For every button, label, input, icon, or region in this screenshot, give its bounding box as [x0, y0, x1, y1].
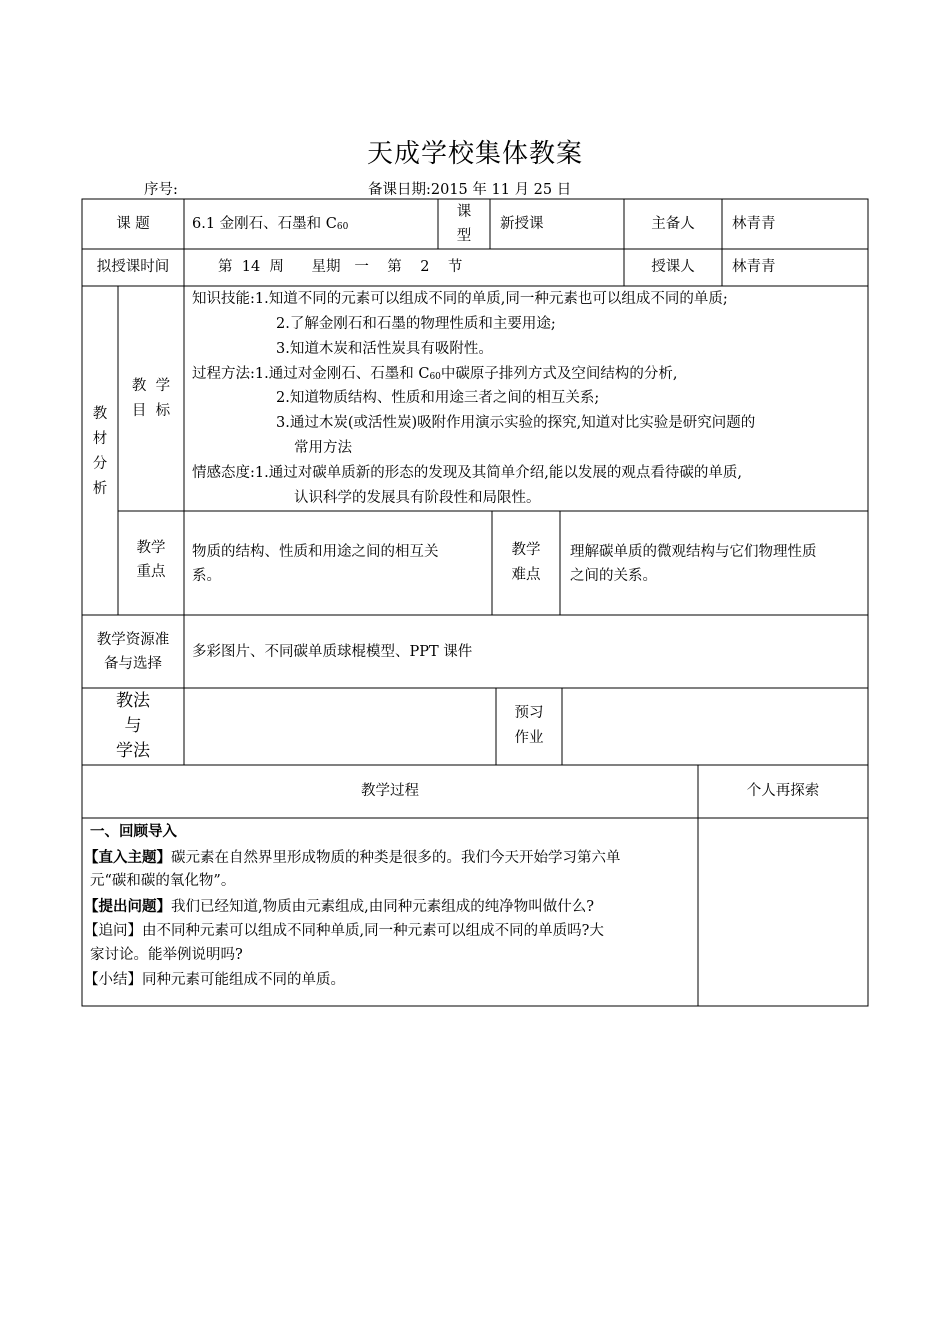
process-paragraph: 【追问】由不同种元素可以组成不同种单质,同一种元素可以组成不同的单质吗?大	[84, 923, 604, 939]
analysis-label-char: 析	[92, 481, 108, 497]
process-paragraph-cont: 元“碳和碳的氧化物”。	[90, 873, 236, 889]
goal-line: 情感态度:1.通过对碳单质新的形态的发现及其简单介绍,能以发展的观点看待碳的单质,	[192, 465, 742, 481]
resources-value: 多彩图片、不同碳单质球棍模型、PPT 课件	[192, 644, 473, 660]
difficulty-line: 之间的关系。	[570, 568, 657, 584]
goal-line: 2.了解金刚石和石墨的物理性质和主要用途;	[276, 316, 556, 332]
teacher-label: 授课人	[651, 259, 695, 275]
methods-label-3: 学法	[116, 741, 150, 761]
methods-label-1: 教法	[116, 691, 150, 711]
goal-line	[192, 362, 678, 389]
analysis-label-char: 教	[92, 406, 108, 422]
prep-date: 备课日期:2015 年 11 月 25 日	[368, 182, 572, 198]
key-points-line: 系。	[192, 568, 221, 584]
resources-label-2: 备与选择	[104, 656, 162, 672]
difficulty-label-1: 教学	[511, 542, 541, 558]
page-title: 天成学校集体教案	[366, 139, 583, 169]
analysis-label-char: 分	[92, 456, 108, 472]
goal-line: 常用方法	[294, 440, 352, 456]
goal-line: 3.知道木炭和活性炭具有吸附性。	[276, 341, 493, 357]
teacher-value: 林青青	[732, 259, 776, 275]
topic-label: 课 题	[116, 216, 150, 232]
type-value: 新授课	[500, 216, 544, 232]
resources-label-1: 教学资源准	[96, 632, 170, 648]
key-points-label-2: 重点	[136, 564, 166, 580]
schedule-value: 第 14 周 星期 一 第 2 节	[218, 259, 463, 275]
goals-label-2: 目 标	[131, 403, 171, 419]
goal-line: 认识科学的发展具有阶段性和局限性。	[294, 490, 541, 506]
goal-line: 3.通过木炭(或活性炭)吸附作用演示实验的探究,知道对比实验是研究问题的	[276, 415, 756, 431]
paragraph-tag: 【直入主题】	[84, 849, 171, 866]
exploration-header: 个人再探索	[746, 783, 820, 799]
process-paragraph-cont: 家讨论。能举例说明吗?	[90, 947, 243, 963]
goal-subscript: 60	[429, 372, 441, 382]
difficulty-line: 理解碳单质的微观结构与它们物理性质	[570, 544, 817, 560]
lead-teacher-label: 主备人	[651, 216, 695, 232]
goal-line: 2.知道物质结构、性质和用途三者之间的相互关系;	[276, 390, 600, 406]
lead-teacher-value: 林青青	[732, 216, 776, 232]
preview-label-2: 作业	[514, 730, 544, 746]
type-label-1: 课	[456, 204, 472, 220]
process-paragraph: 【小结】同种元素可能组成不同的单质。	[84, 972, 345, 988]
key-points-line: 物质的结构、性质和用途之间的相互关	[192, 544, 439, 560]
key-points-label-1: 教学	[136, 540, 166, 556]
goal-line-part: 过程方法:1.通过对金刚石、石墨和 C	[192, 366, 430, 382]
preview-label-1: 预习	[514, 705, 544, 721]
topic-subscript: 60	[336, 222, 349, 232]
goals-label-1: 教 学	[131, 378, 171, 394]
type-label-2: 型	[456, 228, 472, 244]
topic-text: 6.1 金刚石、石墨和 C	[192, 216, 337, 232]
process-header: 教学过程	[361, 783, 419, 799]
goal-line-part: 中碳原子排列方式及空间结构的分析,	[440, 366, 678, 382]
difficulty-label-2: 难点	[511, 567, 541, 583]
schedule-label: 拟授课时间	[96, 259, 170, 275]
section-title: 一、回顾导入	[90, 823, 177, 840]
goal-line: 知识技能:1.知道不同的元素可以组成不同的单质,同一种元素也可以组成不同的单质;	[192, 291, 728, 307]
topic-value	[192, 212, 348, 239]
methods-label-2: 与	[124, 716, 142, 736]
process-paragraph	[84, 845, 621, 871]
serial-label: 序号:	[144, 182, 178, 198]
paragraph-tag: 【提出问题】	[84, 898, 171, 915]
analysis-label-char: 材	[92, 431, 108, 447]
process-paragraph	[84, 894, 594, 920]
paragraph-text: 我们已经知道,物质由元素组成,由同种元素组成的纯净物叫做什么?	[171, 899, 594, 915]
paragraph-text: 碳元素在自然界里形成物质的种类是很多的。我们今天开始学习第六单	[171, 850, 621, 866]
